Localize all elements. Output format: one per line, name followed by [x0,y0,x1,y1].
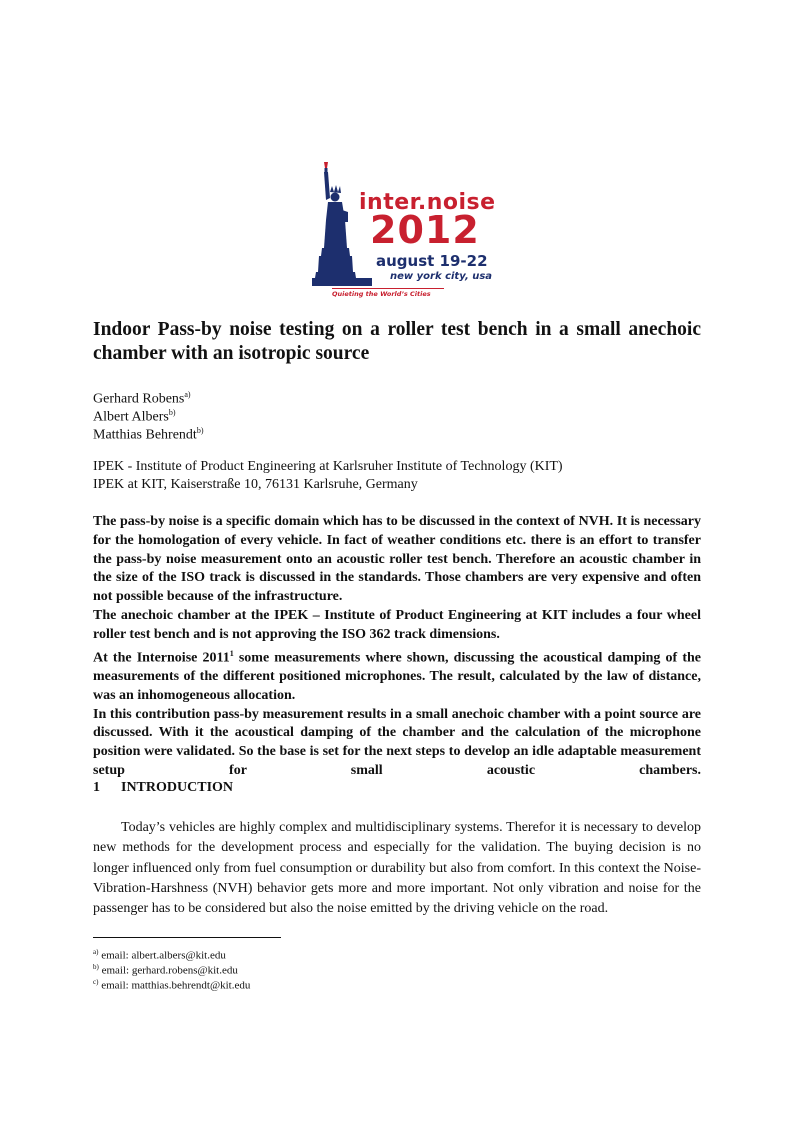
footnote-divider [93,937,281,938]
section-heading [93,780,233,796]
author-name: Albert Albers [93,409,169,425]
logo-tagline: Quieting the World’s Cities [332,288,444,298]
section-number: 1 [93,780,100,795]
affiliation-line: IPEK at KIT, Kaiserstraße 10, 76131 Karlsruhe, Germany [93,477,418,492]
section-body: Today’s vehicles are highly complex and multidisciplinary systems. Therefor it is necessary to develop new methods for the development process and especially for the validation. The buying decision is no longer influenced only from fuel consumption or durability but also from comfort. In this context the Noise-Vibration-Harshness (NVH) behavior gets more and more important. Not only vibration and noise for the passenger has to be considered but also the noise emitted by the driving vehicle on the road. [93,820,701,917]
footnote-text: email: matthias.behrendt@kit.edu [101,979,251,992]
author-mark: b) [168,408,176,417]
abstract [93,513,701,781]
affiliation-line: IPEK - Institute of Product Engineering at Karlsruher Institute of Technology (KIT) [93,459,563,474]
footnote-mark: a) [93,948,99,956]
footnote-mark: c) [93,978,99,986]
logo-date: august 19-22 [376,252,488,270]
author-name: Matthias Behrendt [93,427,197,443]
logo-title: inter.noise [359,190,496,215]
footnote-text: email: albert.albers@kit.edu [101,949,226,962]
footnote-mark: b) [93,963,99,971]
logo-city: new york city, usa [390,271,493,282]
abstract-text: At the Internoise 2011 [93,650,230,666]
abstract-paragraph [93,645,701,706]
author [93,422,203,445]
abstract-paragraph: The pass-by noise is a specific domain which has to be discussed in the context of NVH. It is necessary for the homologation of every vehicle. In fact of weather conditions etc. there is an effort to transfer the pass-by noise measurement onto an acoustic roller test bench. Therefore an acoustic chamber in the size of the ISO track is discussed in the standards. Those chambers are very expensive and often not possible because of the infrastructure. [93,514,701,605]
reference-mark: 1 [229,648,234,658]
conference-logo [312,160,502,302]
section-title: INTRODUCTION [121,780,234,795]
footnote [93,975,250,993]
abstract-paragraph: The anechoic chamber at the IPEK – Institute of Product Engineering at KIT includes a four wheel roller test bench and is not approving the ISO 362 track dimensions. [93,607,701,642]
footnote-text: email: gerhard.robens@kit.edu [101,964,238,977]
author-mark: b) [196,426,204,435]
paper-title: Indoor Pass-by noise testing on a roller test bench in a small anechoic chamber with an isotropic source [93,319,701,364]
author-mark: a) [184,390,191,399]
author-name: Gerhard Robens [93,391,185,407]
abstract-text: some measurements where shown, discussing the acoustical damping of the measurements of the different positioned microphones. The result, calculated by the law of distance, was an inhomogeneous allocation. [93,650,701,703]
abstract-paragraph: In this contribution pass-by measurement results in a small anechoic chamber with a point source are discussed. With it the acoustical damping of the chamber and the calculation of the microphone position were validated. So the base is set for the next steps to develop an idle adaptable measurement setup for small acoustic chambers. [93,706,701,779]
logo-year: 2012 [370,208,480,252]
